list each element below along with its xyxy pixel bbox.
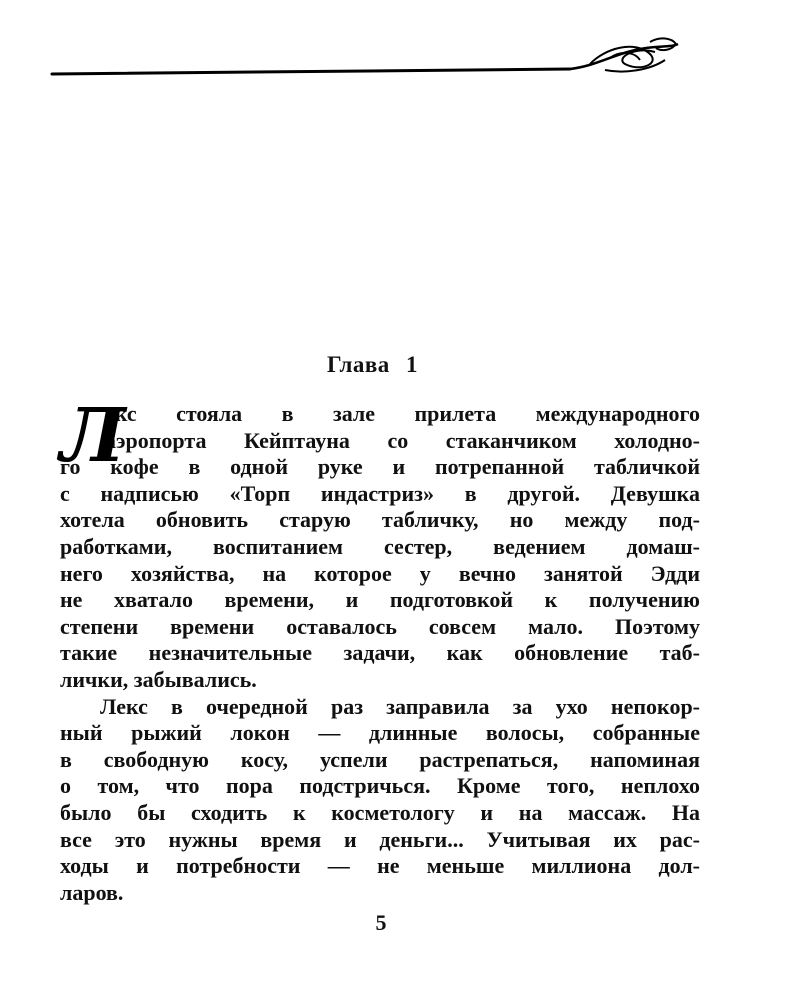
text-line: него хозяйства, на которое у вечно занятой Эдди [60, 560, 700, 586]
text-line: все это нужны время и деньги... Учитывая их рас- [60, 826, 700, 852]
chapter-title: Глава 1 [326, 352, 419, 377]
text-line: го кофе в одной руке и потрепанной табличкой [60, 454, 700, 480]
page-number: 5 [375, 910, 387, 935]
text-line: в свободную косу, успели растрепаться, напоминая [60, 746, 700, 772]
text-line: работками, воспитанием сестер, ведением домаш- [60, 533, 700, 559]
text-line: Лекс в очередной раз заправила за ухо непокор- [100, 693, 700, 719]
text-line: аэропорта Кейптауна со стаканчиком холодно- [105, 427, 700, 453]
chapter-body-text [60, 393, 700, 906]
text-line: ный рыжий локон — длинные волосы, собранные [60, 720, 700, 746]
text-line: такие незначительные задачи, как обновление таб- [60, 640, 700, 666]
text-line: о том, что пора подстричься. Кроме того, неплохо [60, 773, 700, 799]
text-line: хотела обновить старую табличку, но между под- [60, 507, 700, 533]
text-line: ходы и потребности — не меньше миллиона дол- [60, 853, 700, 879]
text-line: ларов. [60, 879, 124, 905]
text-line: степени времени оставалось совсем мало. Поэтому [60, 613, 700, 639]
text-line: не хватало времени, и подготовкой к получению [60, 587, 700, 613]
text-line: было бы сходить к косметологу и на массаж. На [60, 799, 700, 825]
chapter-ornament-rule [50, 30, 682, 86]
text-line: лички, забывались. [60, 666, 257, 692]
text-line: екс стояла в зале прилета международного [105, 401, 700, 426]
text-line: с надписью «Торп индастриз» в другой. Девушка [60, 480, 700, 506]
drop-cap-letter: Л [60, 393, 126, 479]
